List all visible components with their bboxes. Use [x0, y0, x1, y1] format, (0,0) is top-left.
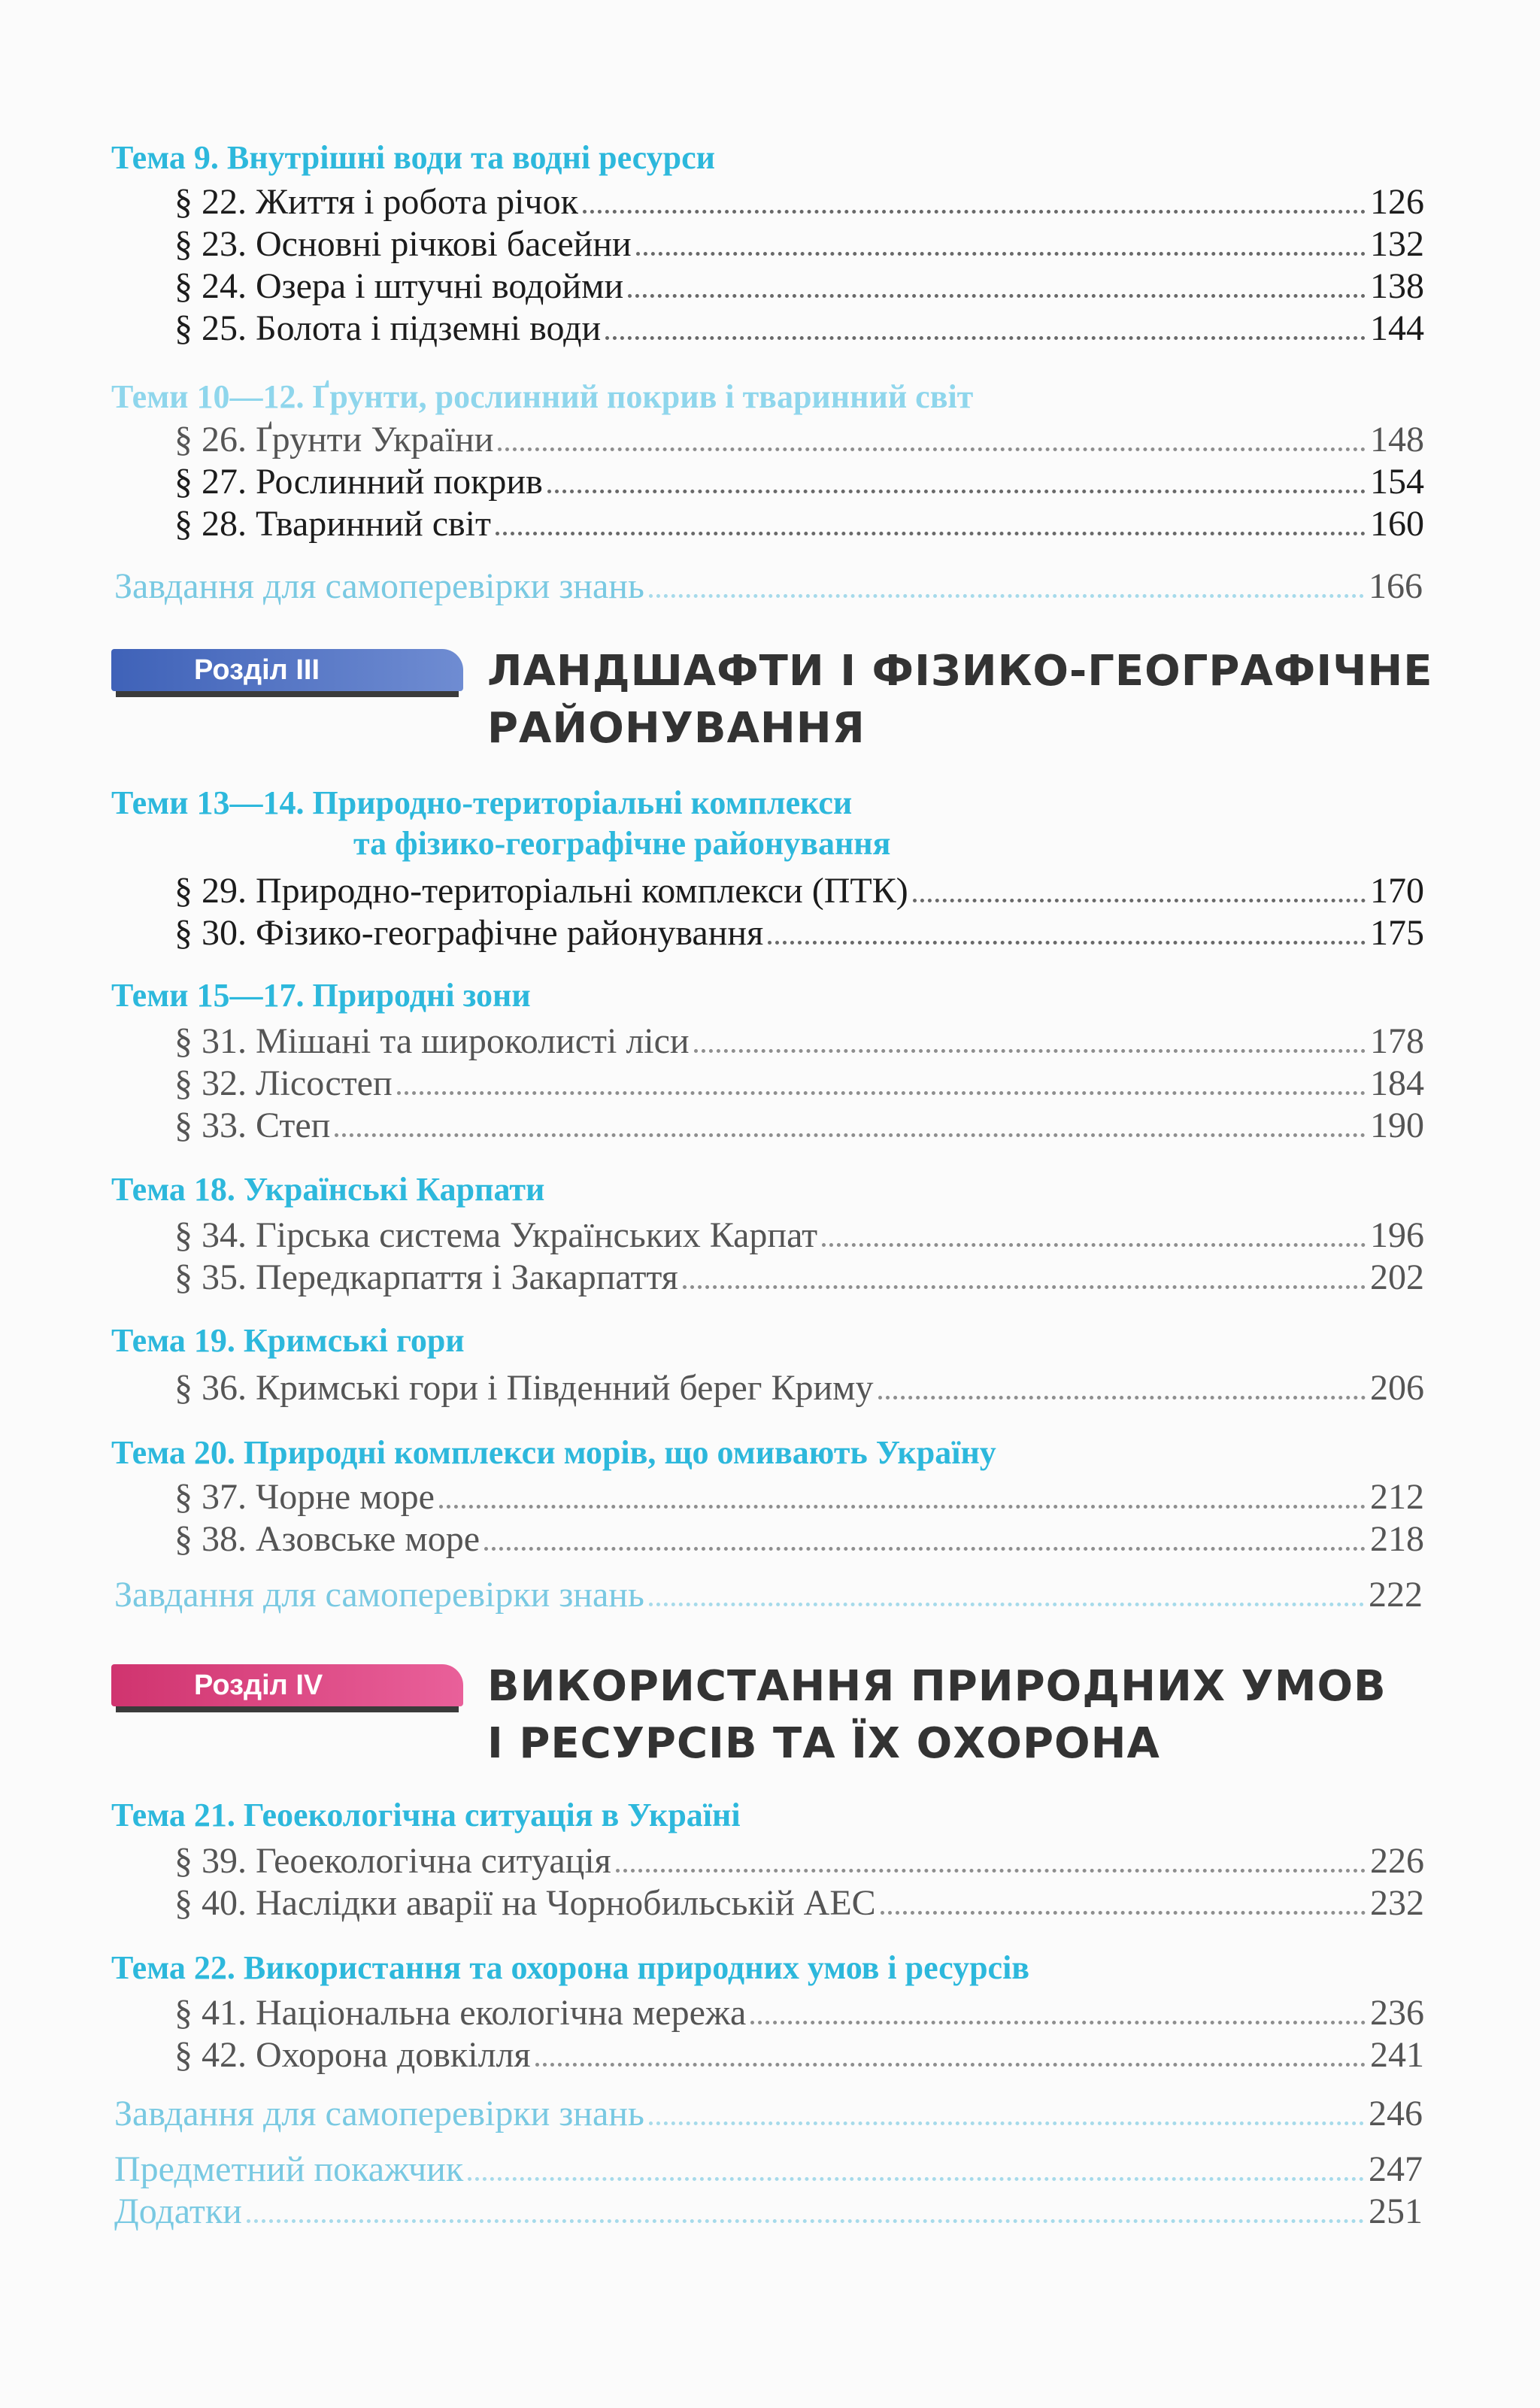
dot-leader — [750, 2013, 1366, 2024]
dot-leader — [535, 2055, 1366, 2067]
entry-page: 232 — [1370, 1883, 1424, 1923]
toc-entry[interactable] — [174, 181, 1424, 223]
toc-entry[interactable] — [174, 308, 1424, 350]
entry-page: 246 — [1369, 2094, 1423, 2134]
dot-leader — [822, 1236, 1366, 1247]
section-3-tab: Розділ III — [111, 649, 463, 691]
entry-label: § 23. Основні річкові басейни — [174, 224, 632, 264]
dot-leader — [605, 329, 1366, 340]
toc-entry[interactable] — [174, 419, 1424, 461]
theme-10-12-title: Теми 10—12. Ґрунти, рослинний покрив і тваринний світ — [111, 378, 974, 415]
theme-title-line: Теми 13—14. Природно-територіальні комплекси — [111, 784, 853, 821]
entry-page: 166 — [1369, 566, 1423, 606]
dot-leader — [484, 1539, 1366, 1551]
section-title-line: ЛАНДШАФТИ І ФІЗИКО-ГЕОГРАФІЧНЕ — [487, 647, 1433, 696]
theme-18-title: Тема 18. Українські Карпати — [111, 1171, 545, 1208]
entry-label: § 28. Тваринний світ — [174, 504, 491, 544]
entry-label: § 32. Лісостеп — [174, 1063, 393, 1103]
entry-page: 218 — [1370, 1519, 1424, 1559]
entry-label: Додатки — [114, 2191, 242, 2231]
dot-leader — [649, 587, 1364, 598]
section-3-header — [111, 647, 1433, 787]
toc-entry[interactable] — [174, 223, 1424, 265]
entry-label: Завдання для самоперевірки знань — [114, 566, 644, 606]
dot-leader — [496, 524, 1366, 535]
section-title-line: РАЙОНУВАННЯ — [487, 704, 865, 753]
dot-leader — [498, 440, 1366, 451]
entry-page: 138 — [1370, 266, 1424, 306]
toc-entry[interactable] — [174, 1215, 1424, 1257]
dot-leader — [468, 2170, 1364, 2181]
entry-label: § 25. Болота і підземні води — [174, 308, 602, 348]
self-check-entry[interactable] — [114, 1574, 1423, 1616]
entry-label: § 34. Гірська система Українських Карпат — [174, 1215, 818, 1255]
theme-22-title: Тема 22. Використання та охорона природних умов і ресурсів — [111, 1949, 1030, 1986]
theme-15-17-title: Теми 15—17. Природні зони — [111, 977, 531, 1014]
entry-page: 170 — [1370, 871, 1424, 911]
entry-page: 196 — [1370, 1215, 1424, 1255]
toc-entry[interactable] — [174, 1021, 1424, 1063]
dot-leader — [683, 1278, 1366, 1289]
toc-entry[interactable] — [174, 1476, 1424, 1518]
entry-label: § 30. Фізико-географічне районування — [174, 913, 764, 953]
theme-20-title: Тема 20. Природні комплекси морів, що омивають Україну — [111, 1434, 996, 1471]
theme-13-14-title — [111, 783, 890, 864]
entry-page: 206 — [1370, 1368, 1424, 1408]
entry-label: § 40. Наслідки аварії на Чорнобильській АЕС — [174, 1883, 876, 1923]
entry-label: § 24. Озера і штучні водойми — [174, 266, 624, 306]
entry-page: 190 — [1370, 1105, 1424, 1145]
section-title-line: ВИКОРИСТАННЯ ПРИРОДНИХ УМОВ — [487, 1662, 1387, 1711]
dot-leader — [768, 933, 1366, 945]
dot-leader — [583, 202, 1366, 214]
subject-index-entry[interactable] — [114, 2149, 1423, 2191]
toc-entry[interactable] — [174, 870, 1424, 912]
entry-label: § 33. Степ — [174, 1105, 331, 1145]
dot-leader — [335, 1126, 1366, 1137]
dot-leader — [649, 1595, 1364, 1606]
dot-leader — [247, 2212, 1364, 2223]
toc-entry[interactable] — [174, 503, 1424, 545]
theme-title-line: та фізико-географічне районування — [353, 825, 891, 862]
dot-leader — [881, 1903, 1366, 1915]
theme-19-title: Тема 19. Кримські гори — [111, 1322, 465, 1359]
toc-entry[interactable] — [174, 1063, 1424, 1105]
entry-label: § 31. Мішані та широколисті ліси — [174, 1021, 690, 1061]
toc-entry[interactable] — [174, 1840, 1424, 1882]
entry-page: 126 — [1370, 182, 1424, 222]
toc-entry[interactable] — [174, 912, 1424, 954]
entry-page: 175 — [1370, 913, 1424, 953]
entry-label: § 36. Кримські гори і Південний берег Криму — [174, 1368, 874, 1408]
entry-page: 178 — [1370, 1021, 1424, 1061]
toc-entry[interactable] — [174, 2034, 1424, 2076]
entry-page: 184 — [1370, 1063, 1424, 1103]
dot-leader — [547, 482, 1366, 493]
entry-page: 160 — [1370, 504, 1424, 544]
toc-entry[interactable] — [174, 1367, 1424, 1409]
entry-page: 154 — [1370, 462, 1424, 502]
entry-label: § 35. Передкарпаття і Закарпаття — [174, 1257, 678, 1297]
self-check-entry[interactable] — [114, 566, 1423, 608]
self-check-entry[interactable] — [114, 2093, 1423, 2135]
entry-page: 212 — [1370, 1477, 1424, 1517]
toc-entry[interactable] — [174, 265, 1424, 308]
dot-leader — [628, 287, 1366, 298]
entry-page: 132 — [1370, 224, 1424, 264]
appendices-entry[interactable] — [114, 2191, 1423, 2233]
toc-entry[interactable] — [174, 1992, 1424, 2034]
section-title-line: І РЕСУРСІВ ТА ЇХ ОХОРОНА — [487, 1719, 1160, 1768]
entry-label: § 42. Охорона довкілля — [174, 2035, 531, 2075]
section-4-title — [487, 1658, 1387, 1773]
entry-label: Предметний покажчик — [114, 2149, 464, 2189]
toc-entry[interactable] — [174, 461, 1424, 503]
entry-label: § 27. Рослинний покрив — [174, 462, 543, 502]
toc-entry[interactable] — [174, 1518, 1424, 1560]
entry-page: 202 — [1370, 1257, 1424, 1297]
dot-leader — [397, 1084, 1366, 1095]
entry-page: 241 — [1370, 2035, 1424, 2075]
entry-label: § 37. Чорне море — [174, 1477, 435, 1517]
entry-page: 226 — [1370, 1841, 1424, 1881]
dot-leader — [649, 2114, 1364, 2125]
entry-page: 236 — [1370, 1993, 1424, 2033]
entry-label: Завдання для самоперевірки знань — [114, 2094, 644, 2134]
entry-page: 148 — [1370, 420, 1424, 459]
dot-leader — [616, 1861, 1366, 1873]
theme-9-title: Тема 9. Внутрішні води та водні ресурси — [111, 139, 715, 176]
section-3-title — [487, 643, 1433, 757]
entry-page: 222 — [1369, 1575, 1423, 1615]
toc-entry[interactable] — [174, 1882, 1424, 1924]
entry-page: 247 — [1369, 2149, 1423, 2189]
dot-leader — [439, 1497, 1366, 1509]
dot-leader — [636, 244, 1366, 256]
toc-entry[interactable] — [174, 1105, 1424, 1147]
entry-label: § 26. Ґрунти України — [174, 420, 494, 459]
entry-page: 144 — [1370, 308, 1424, 348]
theme-21-title: Тема 21. Геоекологічна ситуація в Україні — [111, 1797, 741, 1833]
section-4-tab: Розділ IV — [111, 1664, 463, 1706]
entry-label: § 38. Азовське море — [174, 1519, 480, 1559]
entry-label: Завдання для самоперевірки знань — [114, 1575, 644, 1615]
entry-label: § 29. Природно-територіальні комплекси (ПТК) — [174, 871, 908, 911]
section-4-header — [111, 1664, 1390, 1803]
toc-entry[interactable] — [174, 1257, 1424, 1299]
entry-page: 251 — [1369, 2191, 1423, 2231]
entry-label: § 22. Життя і робота річок — [174, 182, 578, 222]
entry-label: § 41. Національна екологічна мережа — [174, 1993, 747, 2033]
dot-leader — [913, 891, 1366, 902]
dot-leader — [694, 1042, 1366, 1053]
entry-label: § 39. Геоекологічна ситуація — [174, 1841, 611, 1881]
dot-leader — [878, 1388, 1366, 1400]
